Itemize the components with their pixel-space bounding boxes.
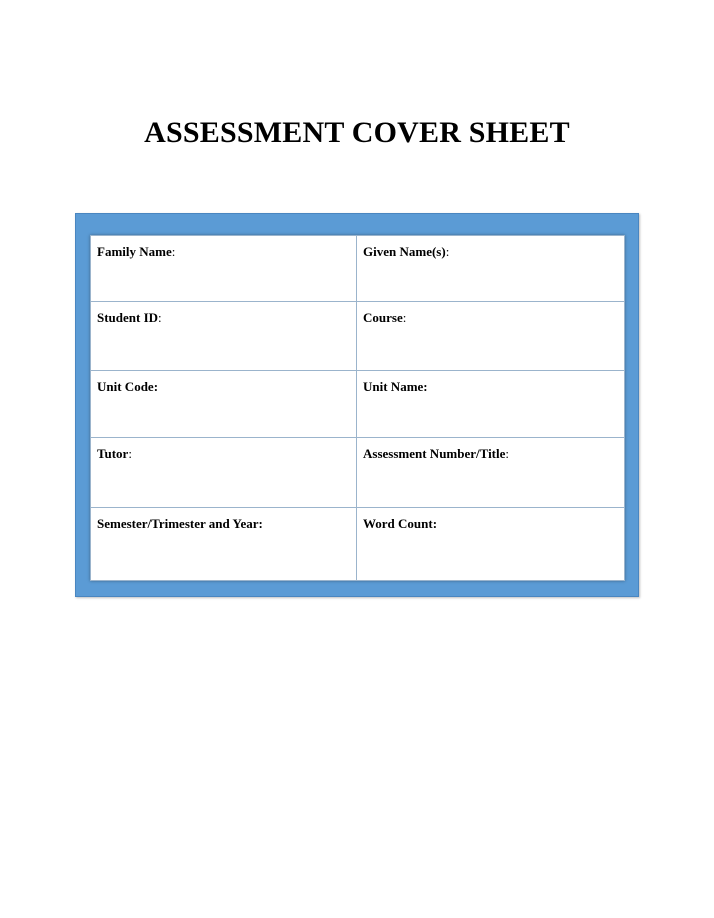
word-count-label: Word Count: <box>363 516 438 531</box>
course-field[interactable] <box>357 302 625 371</box>
student-id-field[interactable] <box>91 302 357 371</box>
unit-name-label: Unit Name: <box>363 379 428 394</box>
assessment-title-label: Assessment Number/Title <box>363 446 506 461</box>
form-row <box>91 508 625 581</box>
unit-code-label: Unit Code: <box>97 379 159 394</box>
unit-name-field[interactable] <box>357 371 625 438</box>
cover-sheet-frame <box>75 213 639 597</box>
word-count-field[interactable] <box>357 508 625 581</box>
form-row <box>91 438 625 508</box>
given-names-colon: : <box>445 244 450 259</box>
tutor-colon: : <box>128 446 132 461</box>
family-name-colon: : <box>171 244 176 259</box>
cover-sheet-form <box>90 235 625 581</box>
unit-code-field[interactable] <box>91 371 357 438</box>
given-names-label: Given Name(s) <box>363 244 446 259</box>
course-label: Course <box>363 310 403 325</box>
assessment-title-colon: : <box>505 446 510 461</box>
semester-year-field[interactable] <box>91 508 357 581</box>
student-id-label: Student ID <box>97 310 159 325</box>
form-row <box>91 236 625 302</box>
page-title: ASSESSMENT COVER SHEET <box>144 116 570 149</box>
semester-year-label: Semester/Trimester and Year: <box>97 516 263 531</box>
form-row <box>91 302 625 371</box>
student-id-colon: : <box>158 310 162 325</box>
tutor-field[interactable] <box>91 438 357 508</box>
form-row <box>91 371 625 438</box>
family-name-label: Family Name <box>97 244 172 259</box>
course-colon: : <box>402 310 407 325</box>
tutor-label: Tutor <box>97 446 129 461</box>
family-name-field[interactable] <box>91 236 357 302</box>
given-names-field[interactable] <box>357 236 625 302</box>
assessment-title-field[interactable] <box>357 438 625 508</box>
